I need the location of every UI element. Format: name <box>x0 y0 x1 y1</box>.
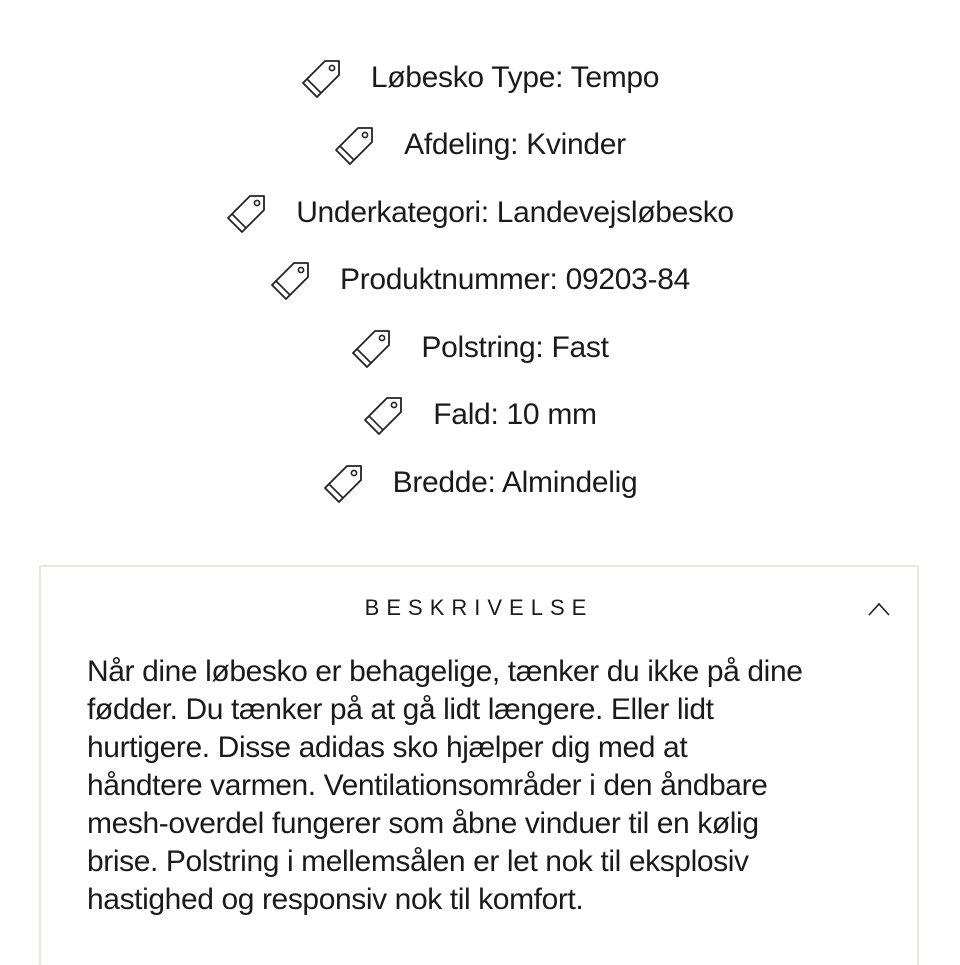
tag-icon <box>323 462 365 504</box>
attribute-label: Underkategori: Landevejsløbesko <box>296 195 734 229</box>
attribute-row <box>0 44 960 112</box>
attribute-label: Bredde: Almindelig <box>392 465 638 499</box>
tag-icon <box>351 327 393 369</box>
attribute-row <box>0 449 960 517</box>
attribute-label: Polstring: Fast <box>421 330 609 364</box>
description-line: hurtigere. Disse adidas sko hjælper dig med at <box>87 731 688 764</box>
tag-icon <box>334 124 376 166</box>
description-title[interactable]: BESKRIVELSE <box>364 595 594 620</box>
product-attributes <box>0 44 960 517</box>
description-accordion <box>39 565 919 965</box>
attribute-row <box>0 382 960 450</box>
tag-icon <box>301 57 343 99</box>
description-line: håndtere varmen. Ventilationsområder i den åndbare <box>87 769 768 802</box>
description-line: Når dine løbesko er behagelige, tænker du ikke på dine <box>87 655 803 688</box>
tag-icon <box>226 192 268 234</box>
tag-icon <box>363 394 405 436</box>
description-line: mesh-overdel fungerer som åbne vinduer til en kølig <box>87 807 759 840</box>
attribute-row <box>0 179 960 247</box>
description-line: fødder. Du tænker på at gå lidt længere. Eller lidt <box>87 693 714 726</box>
attribute-label: Løbesko Type: Tempo <box>370 60 660 94</box>
description-text <box>87 653 803 919</box>
attribute-row <box>0 112 960 180</box>
attribute-label: Produktnummer: 09203-84 <box>340 263 690 297</box>
description-line: hastighed og responsiv nok til komfort. <box>87 883 584 916</box>
chevron-up-icon[interactable] <box>867 601 891 617</box>
attribute-row <box>0 247 960 315</box>
attribute-label: Afdeling: Kvinder <box>404 128 626 162</box>
description-line: brise. Polstring i mellemsålen er let nok til eksplosiv <box>87 845 749 878</box>
tag-icon <box>270 259 312 301</box>
attribute-row <box>0 314 960 382</box>
attribute-label: Fald: 10 mm <box>433 398 597 432</box>
